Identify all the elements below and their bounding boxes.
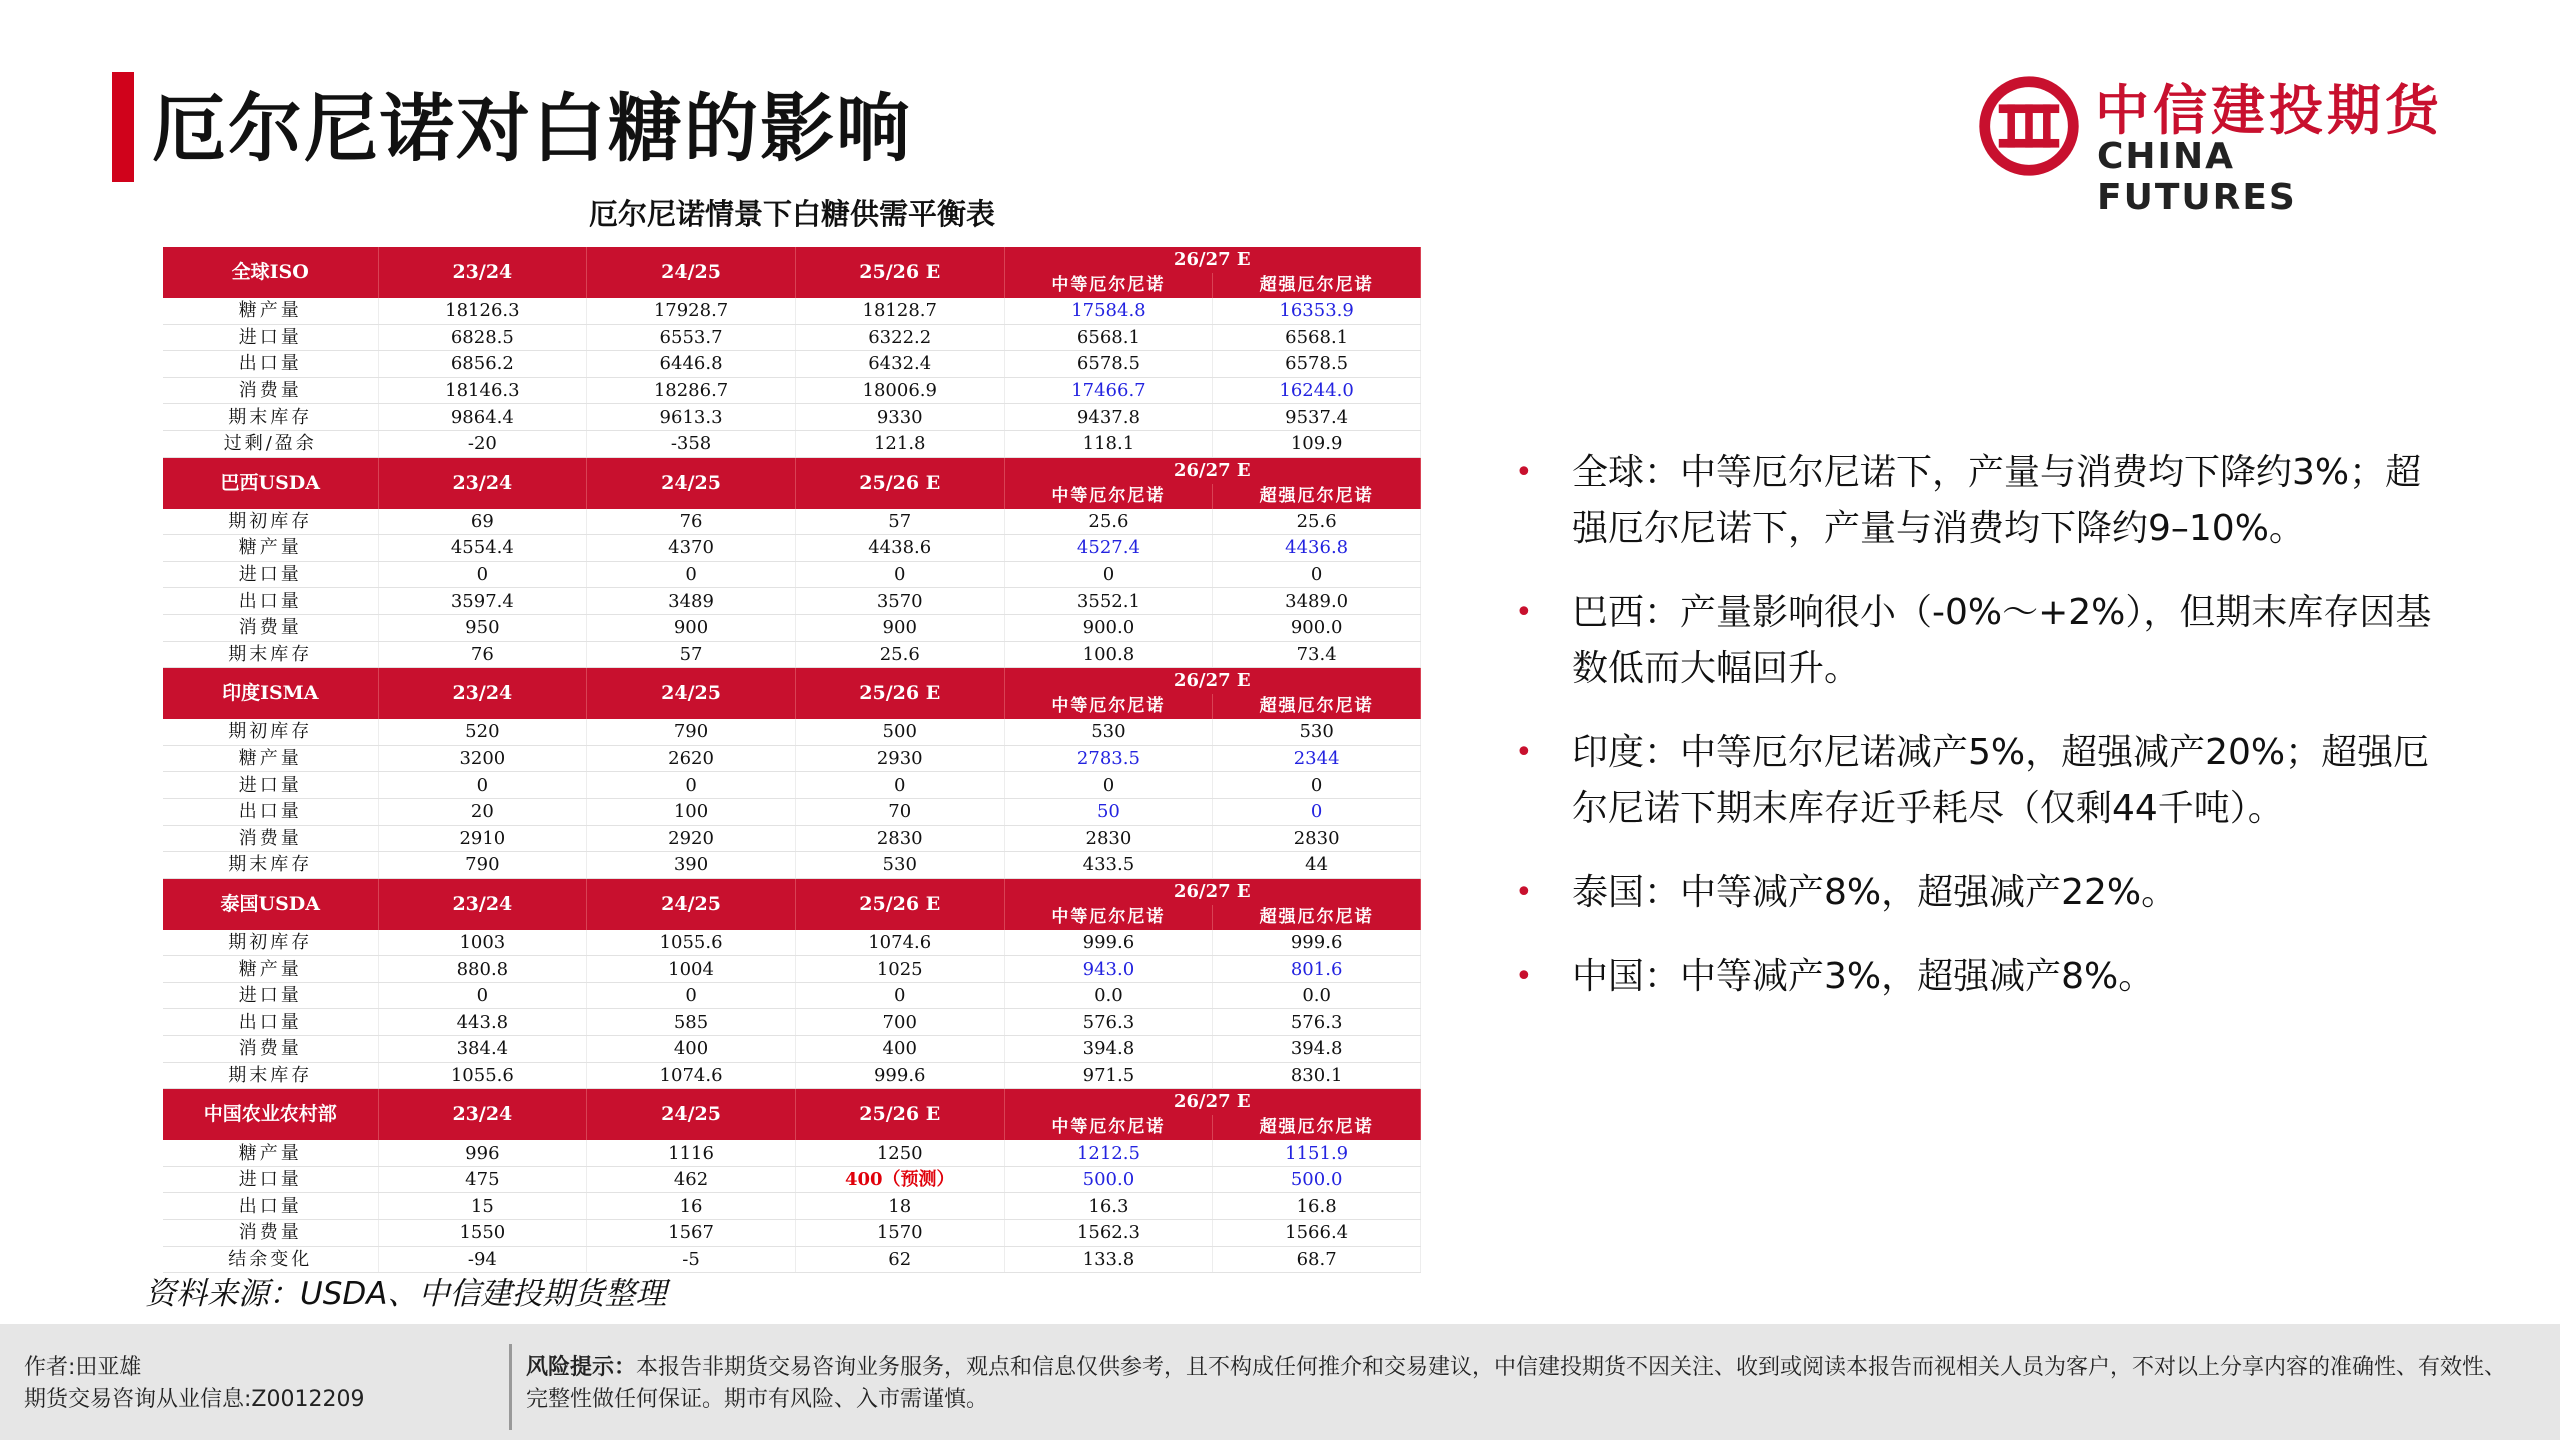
value-cell: 500	[795, 719, 1004, 745]
value-cell: 0	[378, 982, 587, 1009]
value-cell: 1116	[587, 1140, 796, 1166]
year-header-cell: 24/25	[587, 1089, 796, 1141]
value-cell: 0	[587, 982, 796, 1009]
year-header-cell: 23/24	[378, 1089, 587, 1141]
risk-disclaimer	[526, 1352, 2526, 1416]
value-cell: 1562.3	[1004, 1220, 1213, 1247]
value-cell: 4436.8	[1213, 535, 1421, 562]
value-cell: 1025	[795, 956, 1004, 983]
sugar-balance-table	[163, 247, 1421, 1273]
section-name-cell: 巴西USDA	[163, 457, 378, 509]
row-label-cell: 糖产量	[163, 1140, 378, 1166]
value-cell: 400（预测）	[795, 1166, 1004, 1193]
value-cell: 576.3	[1004, 1009, 1213, 1036]
forecast-year-header: 26/27 E	[1004, 1089, 1420, 1116]
value-cell: 900.0	[1004, 614, 1213, 641]
author-info	[24, 1352, 364, 1416]
value-cell: 900	[795, 614, 1004, 641]
risk-label: 风险提示：	[526, 1355, 637, 1380]
value-cell: 0	[1213, 772, 1421, 799]
row-label-cell: 期末库存	[163, 404, 378, 431]
row-label-cell: 期末库存	[163, 1062, 378, 1089]
table-row	[163, 719, 1421, 745]
value-cell: 50	[1004, 798, 1213, 825]
scenario-header-cell: 中等厄尔尼诺	[1004, 694, 1213, 719]
value-cell: 69	[378, 509, 587, 535]
value-cell: 6446.8	[587, 351, 796, 378]
value-cell: 0	[587, 561, 796, 588]
logo-chinese-name: 中信建投期货	[2095, 79, 2443, 142]
value-cell: 443.8	[378, 1009, 587, 1036]
value-cell: 0.0	[1213, 982, 1421, 1009]
value-cell: 462	[587, 1166, 796, 1193]
title-accent-bar	[112, 72, 134, 182]
scenario-header-cell: 中等厄尔尼诺	[1004, 905, 1213, 930]
row-label-cell: 进口量	[163, 324, 378, 351]
value-cell: 25.6	[1213, 509, 1421, 535]
year-header-cell: 24/25	[587, 457, 796, 509]
value-cell: 520	[378, 719, 587, 745]
value-cell: 6856.2	[378, 351, 587, 378]
value-cell: 20	[378, 798, 587, 825]
value-cell: 3597.4	[378, 588, 587, 615]
scenario-header-cell: 中等厄尔尼诺	[1004, 484, 1213, 509]
value-cell: 25.6	[795, 641, 1004, 668]
table-row	[163, 430, 1421, 457]
value-cell: 3570	[795, 588, 1004, 615]
value-cell: 400	[587, 1036, 796, 1063]
value-cell: 4438.6	[795, 535, 1004, 562]
page-title: 厄尔尼诺对白糖的影响	[152, 86, 912, 172]
value-cell: 1570	[795, 1220, 1004, 1247]
row-label-cell: 糖产量	[163, 298, 378, 324]
license-number: 期货交易咨询从业信息:Z0012209	[24, 1387, 365, 1412]
row-label-cell: 消费量	[163, 1036, 378, 1063]
table-row	[163, 852, 1421, 879]
row-label-cell: 期初库存	[163, 930, 378, 956]
scenario-header-cell: 中等厄尔尼诺	[1004, 273, 1213, 298]
table-row	[163, 1062, 1421, 1089]
row-label-cell: 消费量	[163, 614, 378, 641]
value-cell: 73.4	[1213, 641, 1421, 668]
table-row	[163, 614, 1421, 641]
value-cell: 0	[1004, 772, 1213, 799]
table-row	[163, 956, 1421, 983]
section-header-row	[163, 247, 1421, 273]
section-name-cell: 中国农业农村部	[163, 1089, 378, 1141]
row-label-cell: 出口量	[163, 1009, 378, 1036]
value-cell: 0	[378, 772, 587, 799]
year-header-cell: 24/25	[587, 247, 796, 298]
value-cell: 18128.7	[795, 298, 1004, 324]
value-cell: 0	[587, 772, 796, 799]
value-cell: 9537.4	[1213, 404, 1421, 431]
data-source-note: 资料来源：USDA、中信建投期货整理	[145, 1276, 667, 1312]
value-cell: 17584.8	[1004, 298, 1213, 324]
key-findings-list	[1515, 445, 2455, 1033]
value-cell: 100.8	[1004, 641, 1213, 668]
value-cell: 18286.7	[587, 377, 796, 404]
value-cell: 400	[795, 1036, 1004, 1063]
table-row	[163, 1036, 1421, 1063]
value-cell: 17466.7	[1004, 377, 1213, 404]
section-header-row	[163, 878, 1421, 905]
year-header-cell: 25/26 E	[795, 878, 1004, 930]
value-cell: 1567	[587, 1220, 796, 1247]
value-cell: 18006.9	[795, 377, 1004, 404]
scenario-header-cell: 超强厄尔尼诺	[1213, 694, 1421, 719]
value-cell: 9437.8	[1004, 404, 1213, 431]
year-header-cell: 23/24	[378, 457, 587, 509]
value-cell: 6578.5	[1004, 351, 1213, 378]
value-cell: 1550	[378, 1220, 587, 1247]
table-row	[163, 1220, 1421, 1247]
value-cell: 2344	[1213, 745, 1421, 772]
scenario-header-cell: 超强厄尔尼诺	[1213, 273, 1421, 298]
value-cell: 18	[795, 1193, 1004, 1220]
value-cell: 2830	[1004, 825, 1213, 852]
value-cell: 475	[378, 1166, 587, 1193]
value-cell: 9330	[795, 404, 1004, 431]
value-cell: 3489.0	[1213, 588, 1421, 615]
value-cell: 16	[587, 1193, 796, 1220]
value-cell: 790	[587, 719, 796, 745]
year-header-cell: 25/26 E	[795, 1089, 1004, 1141]
table-row	[163, 825, 1421, 852]
table-row	[163, 798, 1421, 825]
table-row	[163, 982, 1421, 1009]
value-cell: 3552.1	[1004, 588, 1213, 615]
finding-item: • 中国：中等减产3%，超强减产8%。	[1515, 949, 2455, 1005]
table-row	[163, 535, 1421, 562]
section-header-row	[163, 1089, 1421, 1116]
year-header-cell: 25/26 E	[795, 457, 1004, 509]
value-cell: 530	[1213, 719, 1421, 745]
value-cell: 62	[795, 1246, 1004, 1273]
value-cell: 18146.3	[378, 377, 587, 404]
value-cell: 4554.4	[378, 535, 587, 562]
value-cell: 1074.6	[587, 1062, 796, 1089]
row-label-cell: 消费量	[163, 1220, 378, 1247]
value-cell: 6828.5	[378, 324, 587, 351]
year-header-cell: 25/26 E	[795, 668, 1004, 720]
value-cell: 0.0	[1004, 982, 1213, 1009]
row-label-cell: 出口量	[163, 588, 378, 615]
value-cell: 2830	[795, 825, 1004, 852]
value-cell: 9613.3	[587, 404, 796, 431]
value-cell: 0	[795, 561, 1004, 588]
value-cell: 999.6	[1213, 930, 1421, 956]
value-cell: 576.3	[1213, 1009, 1421, 1036]
value-cell: 1250	[795, 1140, 1004, 1166]
value-cell: 133.8	[1004, 1246, 1213, 1273]
value-cell: 68.7	[1213, 1246, 1421, 1273]
row-label-cell: 消费量	[163, 377, 378, 404]
value-cell: -94	[378, 1246, 587, 1273]
finding-item: • 全球：中等厄尔尼诺下，产量与消费均下降约3%；超强厄尔尼诺下，产量与消费均下降约9–10%。	[1515, 445, 2455, 557]
year-header-cell: 23/24	[378, 878, 587, 930]
scenario-header-cell: 超强厄尔尼诺	[1213, 484, 1421, 509]
row-label-cell: 期末库存	[163, 641, 378, 668]
value-cell: 1003	[378, 930, 587, 956]
value-cell: 900.0	[1213, 614, 1421, 641]
value-cell: 950	[378, 614, 587, 641]
finding-item: • 巴西：产量影响很小（-0%～+2%），但期末库存因基数低而大幅回升。	[1515, 585, 2455, 697]
table-row	[163, 1166, 1421, 1193]
row-label-cell: 结余变化	[163, 1246, 378, 1273]
value-cell: 1212.5	[1004, 1140, 1213, 1166]
value-cell: 384.4	[378, 1036, 587, 1063]
finding-item: • 印度：中等厄尔尼诺减产5%，超强减产20%；超强厄尔尼诺下期末库存近乎耗尽（仅剩44千吨）。	[1515, 725, 2455, 837]
row-label-cell: 出口量	[163, 798, 378, 825]
value-cell: 6568.1	[1004, 324, 1213, 351]
table-row	[163, 772, 1421, 799]
footer	[0, 1324, 2560, 1440]
section-name-cell: 全球ISO	[163, 247, 378, 298]
value-cell: 16244.0	[1213, 377, 1421, 404]
value-cell: 530	[1004, 719, 1213, 745]
value-cell: 433.5	[1004, 852, 1213, 879]
table-row	[163, 404, 1421, 431]
value-cell: 1055.6	[587, 930, 796, 956]
value-cell: 790	[378, 852, 587, 879]
section-name-cell: 泰国USDA	[163, 878, 378, 930]
value-cell: 6568.1	[1213, 324, 1421, 351]
value-cell: 4370	[587, 535, 796, 562]
value-cell: 16.8	[1213, 1193, 1421, 1220]
forecast-year-header: 26/27 E	[1004, 878, 1420, 905]
value-cell: 1566.4	[1213, 1220, 1421, 1247]
value-cell: 25.6	[1004, 509, 1213, 535]
value-cell: 109.9	[1213, 430, 1421, 457]
value-cell: 830.1	[1213, 1062, 1421, 1089]
value-cell: 999.6	[795, 1062, 1004, 1089]
footer-divider	[509, 1344, 512, 1430]
value-cell: 9864.4	[378, 404, 587, 431]
value-cell: 0	[1213, 561, 1421, 588]
value-cell: 0	[1004, 561, 1213, 588]
row-label-cell: 糖产量	[163, 535, 378, 562]
table-title: 厄尔尼诺情景下白糖供需平衡表	[588, 197, 995, 231]
value-cell: 44	[1213, 852, 1421, 879]
value-cell: 6432.4	[795, 351, 1004, 378]
value-cell: 16353.9	[1213, 298, 1421, 324]
citic-logo-icon	[1975, 72, 2083, 180]
row-label-cell: 期初库存	[163, 509, 378, 535]
table-row	[163, 1009, 1421, 1036]
value-cell: 2920	[587, 825, 796, 852]
value-cell: 999.6	[1004, 930, 1213, 956]
row-label-cell: 消费量	[163, 825, 378, 852]
year-header-cell: 25/26 E	[795, 247, 1004, 298]
forecast-year-header: 26/27 E	[1004, 668, 1420, 695]
row-label-cell: 进口量	[163, 772, 378, 799]
scenario-header-cell: 超强厄尔尼诺	[1213, 905, 1421, 930]
value-cell: 585	[587, 1009, 796, 1036]
risk-text: 本报告非期货交易咨询业务服务，观点和信息仅供参考，且不构成任何推介和交易建议，中信建投期货不因关注、收到或阅读本报告而视相关人员为客户，不对以上分享内容的准确性、有效性、完整性做任何保证。期市有风险、入市需谨慎。	[526, 1355, 2507, 1412]
value-cell: 390	[587, 852, 796, 879]
row-label-cell: 过剩/盈余	[163, 430, 378, 457]
value-cell: 996	[378, 1140, 587, 1166]
forecast-year-header: 26/27 E	[1004, 457, 1420, 484]
value-cell: 880.8	[378, 956, 587, 983]
value-cell: 1055.6	[378, 1062, 587, 1089]
company-logo	[1975, 68, 2445, 218]
value-cell: 4527.4	[1004, 535, 1213, 562]
row-label-cell: 期末库存	[163, 852, 378, 879]
value-cell: 100	[587, 798, 796, 825]
value-cell: 6553.7	[587, 324, 796, 351]
value-cell: 6578.5	[1213, 351, 1421, 378]
row-label-cell: 期初库存	[163, 719, 378, 745]
value-cell: 57	[587, 641, 796, 668]
logo-english-name: CHINA FUTURES	[2097, 136, 2297, 218]
value-cell: 2910	[378, 825, 587, 852]
table-row	[163, 930, 1421, 956]
value-cell: 0	[378, 561, 587, 588]
author-name: 作者:田亚雄	[24, 1355, 142, 1380]
table-row	[163, 1140, 1421, 1166]
value-cell: 3489	[587, 588, 796, 615]
scenario-header-cell: 超强厄尔尼诺	[1213, 1115, 1421, 1140]
year-header-cell: 24/25	[587, 668, 796, 720]
value-cell: -5	[587, 1246, 796, 1273]
value-cell: 0	[1213, 798, 1421, 825]
value-cell: 0	[795, 772, 1004, 799]
value-cell: 801.6	[1213, 956, 1421, 983]
table-row	[163, 588, 1421, 615]
value-cell: 1151.9	[1213, 1140, 1421, 1166]
value-cell: 76	[378, 641, 587, 668]
table-row	[163, 1193, 1421, 1220]
year-header-cell: 23/24	[378, 668, 587, 720]
value-cell: 2620	[587, 745, 796, 772]
value-cell: 394.8	[1213, 1036, 1421, 1063]
value-cell: 70	[795, 798, 1004, 825]
section-header-row	[163, 457, 1421, 484]
value-cell: 16.3	[1004, 1193, 1213, 1220]
row-label-cell: 出口量	[163, 1193, 378, 1220]
value-cell: 0	[795, 982, 1004, 1009]
value-cell: 394.8	[1004, 1036, 1213, 1063]
value-cell: 18126.3	[378, 298, 587, 324]
value-cell: -358	[587, 430, 796, 457]
value-cell: 971.5	[1004, 1062, 1213, 1089]
table-row	[163, 745, 1421, 772]
row-label-cell: 进口量	[163, 1166, 378, 1193]
value-cell: 76	[587, 509, 796, 535]
table-row	[163, 351, 1421, 378]
value-cell: 2830	[1213, 825, 1421, 852]
value-cell: 700	[795, 1009, 1004, 1036]
forecast-year-header: 26/27 E	[1004, 247, 1420, 273]
table-row	[163, 324, 1421, 351]
value-cell: 530	[795, 852, 1004, 879]
value-cell: 118.1	[1004, 430, 1213, 457]
table-row	[163, 298, 1421, 324]
value-cell: 121.8	[795, 430, 1004, 457]
value-cell: 17928.7	[587, 298, 796, 324]
value-cell: 1074.6	[795, 930, 1004, 956]
row-label-cell: 进口量	[163, 982, 378, 1009]
value-cell: 1004	[587, 956, 796, 983]
row-label-cell: 糖产量	[163, 956, 378, 983]
value-cell: 57	[795, 509, 1004, 535]
year-header-cell: 23/24	[378, 247, 587, 298]
value-cell: 3200	[378, 745, 587, 772]
scenario-header-cell: 中等厄尔尼诺	[1004, 1115, 1213, 1140]
year-header-cell: 24/25	[587, 878, 796, 930]
value-cell: 2783.5	[1004, 745, 1213, 772]
value-cell: -20	[378, 430, 587, 457]
value-cell: 900	[587, 614, 796, 641]
table-row	[163, 377, 1421, 404]
row-label-cell: 出口量	[163, 351, 378, 378]
value-cell: 15	[378, 1193, 587, 1220]
table-row	[163, 561, 1421, 588]
value-cell: 500.0	[1213, 1166, 1421, 1193]
value-cell: 500.0	[1004, 1166, 1213, 1193]
value-cell: 2930	[795, 745, 1004, 772]
section-name-cell: 印度ISMA	[163, 668, 378, 720]
table-row	[163, 641, 1421, 668]
table-row	[163, 509, 1421, 535]
finding-item: • 泰国：中等减产8%，超强减产22%。	[1515, 865, 2455, 921]
value-cell: 943.0	[1004, 956, 1213, 983]
row-label-cell: 糖产量	[163, 745, 378, 772]
row-label-cell: 进口量	[163, 561, 378, 588]
value-cell: 6322.2	[795, 324, 1004, 351]
section-header-row	[163, 668, 1421, 695]
